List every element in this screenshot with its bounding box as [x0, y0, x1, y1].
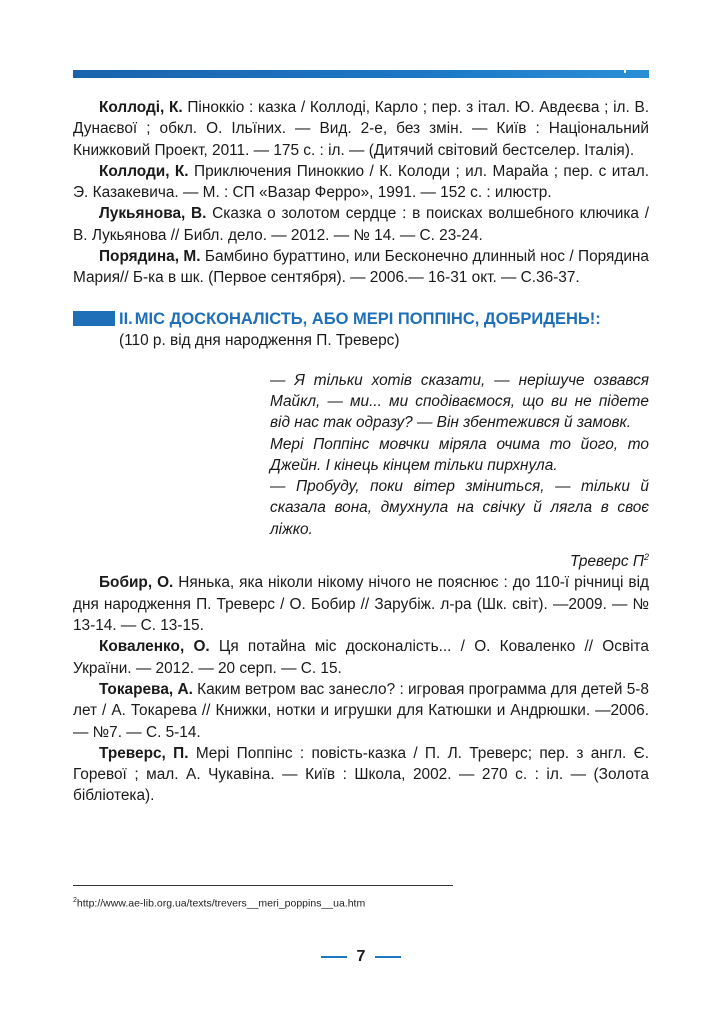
- epigraph-paragraph: Мері Поппінс мовчки міряла очима то його, то Джейн. І кінець кінцем тільки пирхнула.: [270, 435, 649, 474]
- bibliography-entry: [73, 97, 649, 161]
- footnote-ref: 2: [643, 552, 649, 563]
- epigraph-author-name: Треверс П: [570, 553, 644, 571]
- section-marker: [73, 311, 115, 326]
- entry-author: Порядина, М.: [99, 248, 201, 266]
- footnote-link[interactable]: http://www.ae-lib.org.ua/texts/trevers__meri_poppins__ua.htm: [76, 897, 366, 910]
- entry-text: Приключения Пиноккио / К. Колоди ; ил. Марайа ; пер. с итал. Э. Казакевича. — М. : СП «Вазар Ферро», 1991. — 152 с. : илюстр.: [73, 162, 650, 202]
- entry-author: Коваленко, О.: [99, 638, 210, 656]
- bibliography-entry: [73, 743, 649, 807]
- footnote-number: 2: [73, 897, 77, 904]
- entry-author: Лукьянова, В.: [99, 205, 207, 223]
- epigraph-paragraph: — Пробуду, поки вітер зміниться, — тільки й сказала вона, дмухнула на свічку й лягла в своє ліжко.: [270, 478, 649, 538]
- bibliography-top: [73, 97, 649, 289]
- entry-author: Бобир, О.: [99, 574, 174, 592]
- bibliography-entry: [73, 679, 649, 743]
- bibliography-entry: [73, 572, 649, 636]
- entry-author: Коллоди, К.: [99, 162, 189, 180]
- page-number-area: [0, 948, 722, 966]
- bibliography-entry: [73, 636, 649, 679]
- header-rule-notch: [624, 67, 626, 73]
- epigraph: [270, 370, 649, 573]
- entry-author: Треверс, П.: [99, 744, 189, 762]
- entry-author: Токарева, А.: [99, 680, 193, 698]
- bibliography-entry: [73, 246, 649, 289]
- entry-text: Нянька, яка ніколи нікому нічого не пояснює : до 110-ї річниці від дня народження П. Треверс / О. Бобир // Зарубіж. л-ра (Шк. світ). —2009. — № 13-14. — С. 13-15.: [73, 574, 649, 635]
- footnote: [73, 897, 365, 910]
- page-dash-right: [375, 956, 401, 958]
- bibliography-bottom: [73, 572, 649, 806]
- entry-text: Піноккіо : казка / Коллоді, Карло ; пер. з італ. Ю. Авдеєва ; іл. В. Дунаєвої ; обкл. О. Ільїних. — Вид. 2-е, без змін. — Київ : Національний Книжковий Проект, 2011. — 175 с. : іл. — (Дитячий світовий бестселер. Італія).: [73, 99, 649, 159]
- entry-author: Коллоді, К.: [99, 99, 183, 116]
- bibliography-entry: [73, 161, 649, 204]
- section-title: МІС ДОСКОНАЛІСТЬ, АБО МЕРІ ПОППІНС, ДОБРИДЕНЬ!:: [134, 309, 601, 328]
- footnote-divider: [73, 885, 453, 886]
- entry-text: Каким ветром вас занесло? : игровая программа для детей 5-8 лет / А. Токарева // Книжки, нотки и игрушки для Катюшки и Андрюшки. —2006. — №7. — С. 5-14.: [73, 680, 649, 741]
- section-number: II.: [119, 309, 133, 328]
- page-number: 7: [356, 948, 366, 965]
- bibliography-entry: [73, 203, 649, 246]
- page-content: [73, 97, 649, 807]
- section-heading: [73, 308, 649, 330]
- epigraph-author: [270, 547, 649, 572]
- header-rule: [73, 70, 649, 78]
- epigraph-paragraph: — Я тільки хотів сказати, — нерішуче озвався Майкл, — ми... ми сподіваємося, що ви не підете від нас так одразу? — Він збентежився й замовк.: [270, 371, 649, 432]
- section-subtitle: (110 р. від дня народження П. Треверс): [119, 331, 400, 349]
- page-dash-left: [321, 956, 347, 958]
- entry-text: Мері Поппінс : повість-казка / П. Л. Треверс; пер. з англ. Є. Горевої ; мал. А. Чукавіна. — Київ : Школа, 2002. — 270 с. : іл. — (Золота бібліотека).: [73, 744, 649, 805]
- entry-text: Бамбино бураттино, или Бесконечно длинный нос / Порядина Мария// Б-ка в шк. (Первое сентября). — 2006.— 16-31 окт. — С.36-37.: [73, 248, 649, 287]
- entry-text: Ця потайна міс досконалість... / О. Коваленко // Освіта України. — 2012. — 20 серп. — С. 15.: [73, 638, 649, 677]
- entry-text: Сказка о золотом сердце : в поисках волшебного ключика / В. Лукьянова // Библ. дело. — 2012. — № 14. — С. 23-24.: [73, 205, 650, 244]
